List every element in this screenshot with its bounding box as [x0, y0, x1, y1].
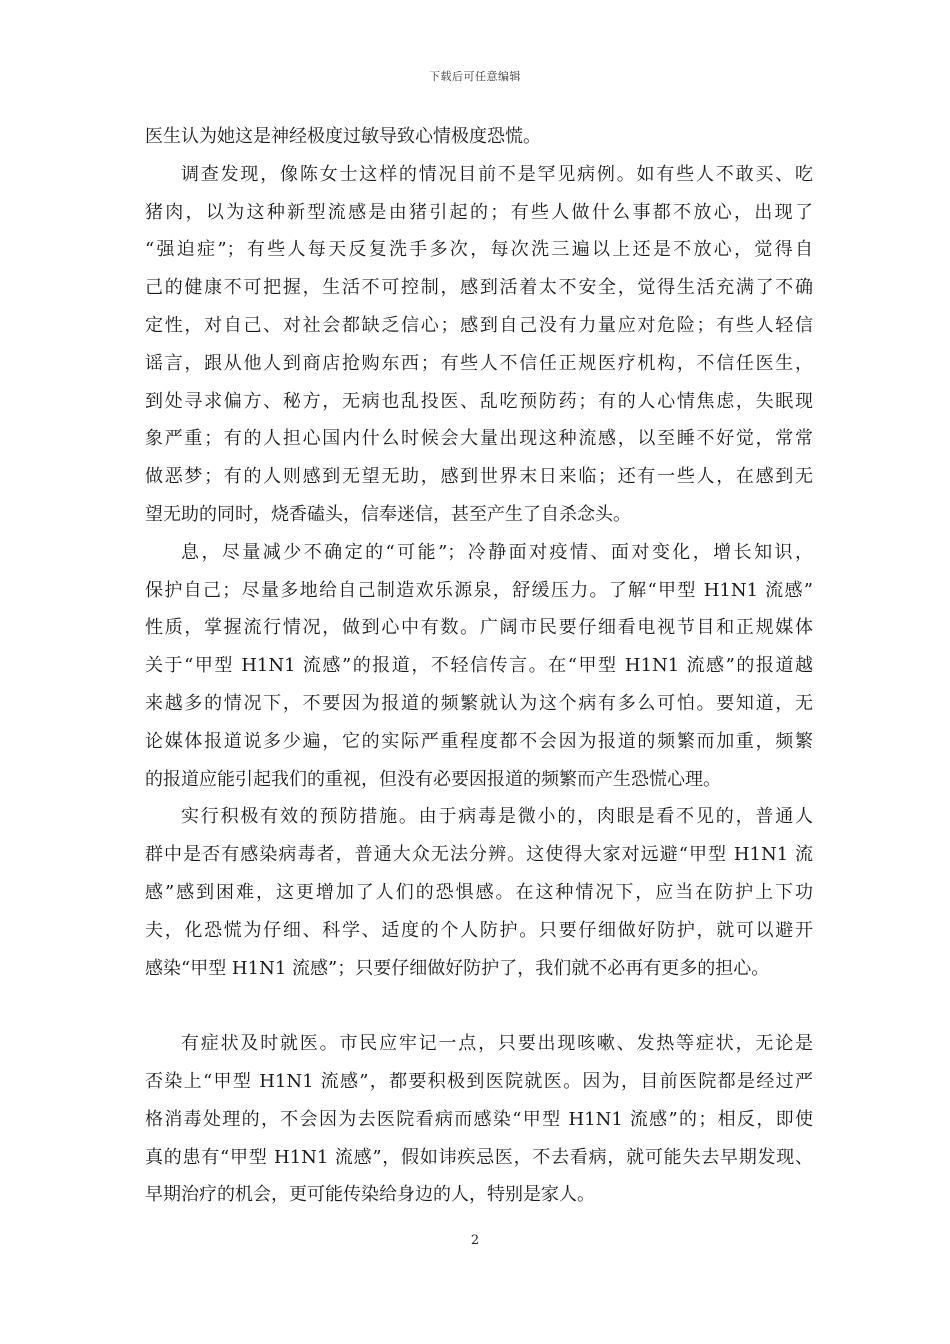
page-header: 下载后可任意编辑 — [429, 70, 521, 83]
text-line: 息，尽量减少不确定的“可能”；冷静面对疫情、面对变化，增长知识， — [181, 541, 813, 563]
text-line: 格消毒处理的，不会因为去医院看病而感染“甲型 H1N1 流感”的；相反，即使 — [145, 1108, 813, 1130]
text-line: 早期治疗的机会，更可能传染给身边的人，特别是家人。 — [145, 1184, 595, 1206]
text-line: 感”感到困难，这更增加了人们的恐惧感。在这种情况下，应当在防护上下功 — [145, 881, 813, 903]
text-line: 夫，化恐慌为仔细、科学、适度的个人防护。只要仔细做好防护，就可以避开 — [145, 919, 813, 941]
text-line: 保护自己；尽量多地给自己制造欢乐源泉，舒缓压力。了解“甲型 H1N1 流感” — [145, 579, 813, 601]
text-line: 感染“甲型 H1N1 流感”；只要仔细做好防护了，我们就不必再有更多的担心。 — [145, 957, 770, 979]
paragraph — [145, 1025, 813, 1214]
paragraph — [145, 118, 813, 156]
text-line: 谣言，跟从他人到商店抢购东西；有些人不信任正规医疗机构，不信任医生， — [145, 352, 813, 374]
page-number: 2 — [470, 1233, 480, 1248]
text-line: 做恶梦；有的人则感到无望无助，感到世界末日来临；还有一些人，在感到无 — [145, 466, 813, 488]
text-line: 的报道应能引起我们的重视，但没有必要因报道的频繁而产生恐慌心理。 — [145, 768, 721, 790]
paragraph — [145, 798, 813, 987]
text-line: “强迫症”；有些人每天反复洗手多次，每次洗三遍以上还是不放心，觉得自 — [145, 239, 813, 261]
text-line: 性质，掌握流行情况，做到心中有数。广阔市民要仔细看电视节目和正规媒体 — [145, 617, 813, 639]
text-line: 来越多的情况下，不要因为报道的频繁就认为这个病有多么可怕。要知道，无 — [145, 692, 813, 714]
text-line: 到处寻求偏方、秘方，无病也乱投医、乱吃预防药；有的人心情焦虑，失眠现 — [145, 390, 813, 412]
paragraph — [145, 534, 813, 799]
text-line: 否染上“甲型 H1N1 流感”，都要积极到医院就医。因为，目前医院都是经过严 — [145, 1070, 813, 1092]
text-line: 医生认为她这是神经极度过敏导致心情极度恐慌。 — [145, 126, 541, 147]
paragraph — [145, 156, 813, 534]
text-line: 群中是否有感染病毒者，普通大众无法分辨。这使得大家对远避“甲型 H1N1 流 — [145, 844, 813, 866]
text-line: 定性，对自己、对社会都缺乏信心；感到自己没有力量应对危险；有些人轻信 — [145, 314, 813, 336]
text-line: 论媒体报道说多少遍，它的实际严重程度都不会因为报道的频繁而加重，频繁 — [145, 730, 813, 752]
text-line: 己的健康不可把握，生活不可控制，感到活着太不安全，觉得生活充满了不确 — [145, 277, 813, 299]
paragraph-gap — [145, 987, 813, 1025]
text-line: 实行积极有效的预防措施。由于病毒是微小的，肉眼是看不见的，普通人 — [181, 806, 813, 828]
text-line: 猪肉，以为这种新型流感是由猪引起的；有些人做什么事都不放心，出现了 — [145, 201, 813, 223]
text-line: 真的患有“甲型 H1N1 流感”，假如讳疾忌医，不去看病，就可能失去早期发现、 — [145, 1146, 813, 1168]
text-line: 象严重；有的人担心国内什么时候会大量出现这种流感，以至睡不好觉，常常 — [145, 428, 813, 450]
text-line: 关于“甲型 H1N1 流感”的报道，不轻信传言。在“甲型 H1N1 流感”的报道越 — [145, 655, 813, 677]
text-line: 有症状及时就医。市民应牢记一点，只要出现咳嗽、发热等症状，无论是 — [181, 1033, 813, 1055]
text-line: 调查发现，像陈女士这样的情况目前不是罕见病例。如有些人不敢买、吃 — [181, 163, 813, 185]
document-body — [145, 118, 813, 1214]
text-line: 望无助的同时，烧香磕头，信奉迷信，甚至产生了自杀念头。 — [145, 503, 631, 525]
